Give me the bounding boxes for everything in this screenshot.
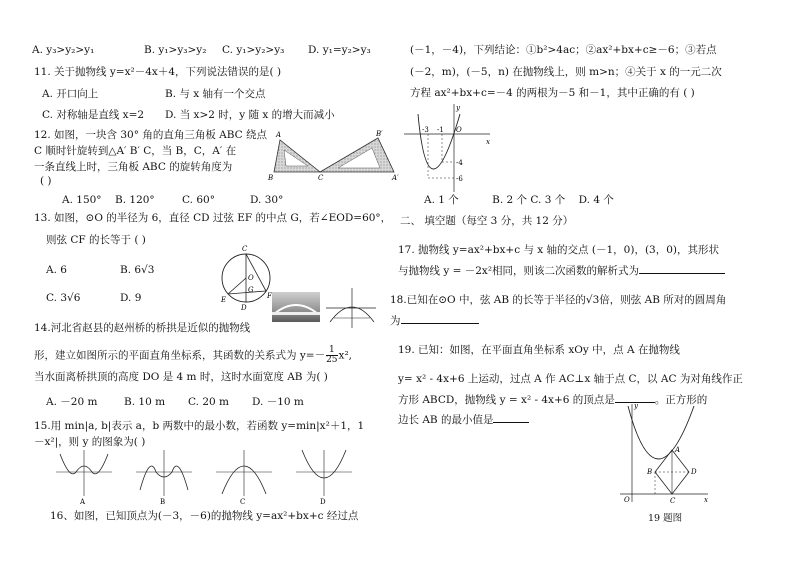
q17-answer-blank[interactable] [639,273,725,274]
graph-a-label: A [80,498,86,506]
q19-line1: 19. 已知：如图，在平面直角坐标系 xOy 中，点 A 在抛物线 [398,344,680,356]
q14-frac-numerator: 1 [326,346,337,356]
q12-line1: 12. 如图，一块含 30° 角的直角三角板 ABC 绕点 [34,129,268,141]
label-C: C [670,497,676,505]
q19-line2: y= x² - 4x+6 上运动，过点 A 作 AC⊥x 轴于点 C，以 AC 为对角线作正 [398,373,743,385]
q18-line1: 18.已知在⊙O 中，弦 AB 的长等于半径的√3倍，则弦 AB 所对的圆周角 [390,294,727,306]
q19-min-length-blank[interactable] [493,422,529,423]
label-y: y [634,402,638,410]
q11-option-b: B. 与 x 轴有一个交点 [165,88,266,100]
label-O: O [248,274,254,282]
q10-option-a: A. y₃>y₂>y₁ [32,44,95,56]
q12-option-c: C. 60° [182,194,215,206]
q11-stem: 11. 关于抛物线 y=x²－4x＋4，下列说法错误的是( ) [34,66,282,78]
q14-line3: 当水面离桥拱顶的高度 DO 是 4 m 时，这时水面宽度 AB 为( ) [34,371,328,383]
q19-caption: 19 题图 [648,513,683,524]
label-O: O [456,126,462,134]
q17-line2 [398,265,725,277]
q10-option-d: D. y₁=y₂>y₃ [308,44,371,56]
triangle-abc [274,140,320,172]
q12-line4: ( ) [40,175,52,187]
q19-line4 [398,414,529,426]
label-y: y [456,104,460,112]
label-n3: -3 [422,126,429,134]
q11-option-d: D. 当 x>2 时，y 随 x 的增大而减小 [165,109,335,121]
graph-a [56,450,112,506]
label-A-prime: A′ [392,174,399,182]
label-C: C [242,245,248,253]
q13-option-d: D. 9 [120,292,142,304]
q12-line2: C 顺时针旋转到△A′ B′ C，当 B，C，A′ 在 [34,145,237,157]
q15-line1: 15.用 min|a, b|表示 a，b 两数中的最小数，若函数 y=min|x²＋1，1 [34,420,365,432]
q12-option-a: A. 150° [62,194,102,206]
label-E: E [221,296,227,304]
q14-line1: 14.河北省赵县的赵州桥的桥拱是近似的抛物线 [34,322,251,334]
q10-option-c: C. y₁>y₂>y₃ [222,44,285,56]
label-O: O [624,496,630,504]
label-B: B [268,174,274,182]
q12-triangle-figure [266,130,406,184]
q16-line1: 16、如图，已知顶点为(－3，－6)的抛物线 y=ax²+bx+c 经过点 [50,510,359,522]
q19-square-parabola-figure [620,402,710,512]
q14-option-d: D. －10 m [252,396,304,408]
q16-parabola-figure [404,104,494,194]
q13-option-a: A. 6 [46,264,67,276]
q12-option-d: D. 30° [250,194,284,206]
label-D: D [241,304,247,312]
label-D: D [691,468,697,476]
q19-line4-text: 边长 AB 的最小值是 [398,414,494,426]
label-B-prime: B′ [376,130,383,138]
q16-cont-line2: (－2，m)，(－5，n) 在抛物线上，则 m>n；④关于 x 的一元二次 [410,66,722,78]
q14-option-b: B. 10 m [124,396,166,408]
graph-d [296,450,352,506]
q16-cont-line1: (－1，－4)，下列结论：①b²>4ac；②ax²+bx+c≥－6；③若点 [410,44,717,56]
label-n1: -1 [437,126,444,134]
label-A: A [675,446,681,454]
label-B: B [647,468,653,476]
label-x: x [704,496,708,504]
q13-option-c: C. 3√6 [46,292,81,304]
graph-b-label: B [160,498,166,506]
q14-parabola-figure [326,288,378,328]
q12-line3: 一条直线上时，三角板 ABC 的旋转角度为 [34,161,233,173]
q17-line2-text: 与抛物线 y = －2x²相同，则该二次函数的解析式为 [398,265,640,277]
graph-c-label: C [240,498,246,506]
q13-line2: 则弦 CF 的长等于 ( ) [46,234,146,246]
q14-fraction [326,346,337,365]
q16-cont-line3: 方程 ax²+bx+c=－4 的两根为－5 和－1，其中正确的有 ( ) [410,87,695,99]
q19-line3-text: 方形 ABCD，抛物线 y = x² - 4x+6 的顶点是 [398,394,615,406]
graph-d-label: D [320,498,326,506]
q11-option-c: C. 对称轴是直线 x=2 [42,109,145,121]
graph-c [216,450,272,506]
label-G: G [248,286,254,294]
label-F: F [267,292,272,300]
section-fill-in-heading: 二、 填空题（每空 3 分，共 12 分） [400,215,574,227]
q19-line3-tail: 。正方形的 [654,394,708,406]
label-m6: -6 [456,175,463,183]
q11-option-a: A. 开口向上 [42,88,99,100]
q15-line2: －x²|，则 y 的图象为( ) [34,436,146,448]
q14-option-a: A. －20 m [46,396,98,408]
q18-line2 [390,315,479,327]
q17-line1: 17. 抛物线 y=ax²+bx+c 与 x 轴的交点 (－1，0)，(3，0)，其形状 [398,244,719,256]
label-x: x [486,138,490,146]
q14-frac-denominator: 25 [326,355,338,365]
bridge-photo [272,292,320,322]
q13-option-b: B. 6√3 [120,264,155,276]
q18-answer-blank[interactable] [401,323,479,324]
label-A: A [276,131,282,139]
q14-line2-text: 形，建立如图所示的平面直角坐标系，其函数的关系式为 y=－ [34,349,326,362]
q16-options: A. 1 个 B. 2 个 C. 3 个 D. 4 个 [424,194,614,206]
q12-option-b: B. 120° [115,194,155,206]
q13-line1: 13. 如图，⊙O 的半径为 6，直径 CD 过弦 EF 的中点 G，若∠EOD=60°， [34,212,392,224]
q14-line2 [34,346,352,365]
graph-b [136,450,192,506]
q14-option-c: C. 20 m [188,396,229,408]
q18-line2-text: 为 [390,315,401,327]
q14-line2-tail: x², [338,349,352,362]
q15-graphs [56,446,386,506]
q10-option-b: B. y₁>y₃>y₂ [144,44,207,56]
label-C: C [318,174,324,182]
label-m4: -4 [456,159,463,167]
q13-circle-figure [218,246,278,312]
